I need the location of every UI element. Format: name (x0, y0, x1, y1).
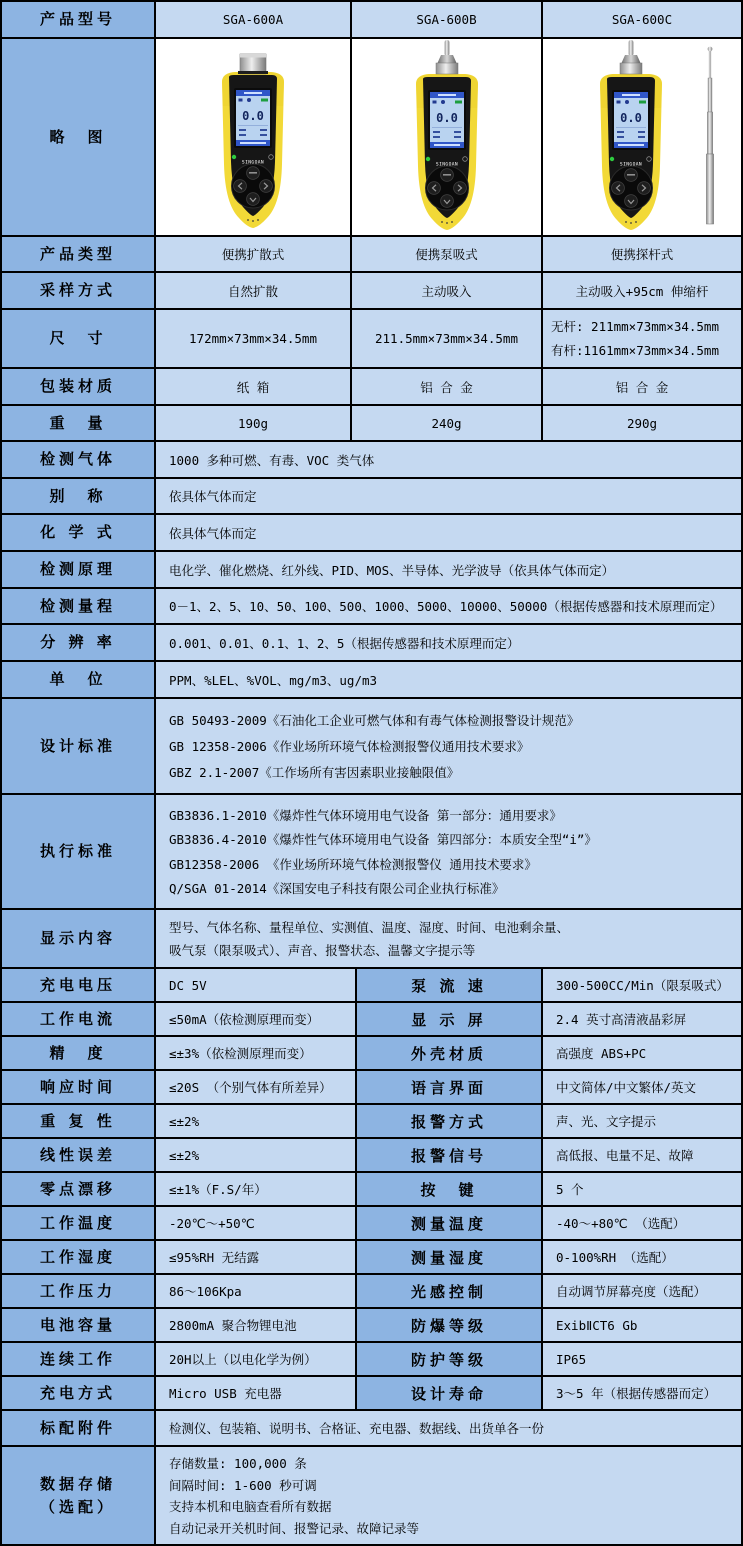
table-row (2, 1105, 741, 1139)
content-line: 型号、气体名称、量程单位、实测值、温度、湿度、时间、电池剩余量、 (169, 920, 570, 936)
cell-value-b: 铝 合 金 (352, 369, 543, 404)
cell-value-c: 便携探杆式 (610, 247, 674, 262)
row-label: 测量温度 (357, 1207, 543, 1239)
pump-probe (436, 40, 458, 74)
cell-value-b: 240g (352, 406, 543, 440)
row-label: 检测原理 (2, 552, 156, 587)
table-row (2, 237, 741, 273)
row-label: 响应时间 (2, 1071, 156, 1103)
row-label: 设计标准 (2, 699, 156, 793)
cell-value: 3～5 年（根据传感器而定） (556, 1386, 717, 1401)
row-label: 精 度 (2, 1037, 156, 1069)
table-row (2, 1241, 741, 1275)
cell-value: ExibⅡCT6 Gb (556, 1317, 638, 1333)
sketch-cell-c (543, 39, 741, 235)
table-row (2, 969, 741, 1003)
model-name-b: SGA-600B (352, 2, 543, 37)
table-row (2, 625, 741, 662)
row-label: 尺 寸 (2, 310, 156, 367)
row-label-model: 产品型号 (2, 2, 156, 37)
cell-value (156, 910, 741, 967)
cell-value: 依具体气体而定 (169, 525, 257, 541)
cell-value-a: 便携扩散式 (156, 237, 352, 271)
sketch-cell-a (156, 39, 352, 235)
cell-value: 0.001、0.01、0.1、1、2、5（根据传感器和技术原理而定） (169, 635, 520, 651)
row-label: 充电方式 (2, 1377, 156, 1409)
cell-value: 中文简体/中文繁体/英文 (556, 1080, 697, 1095)
storage-line: 间隔时间: 1-600 秒可调 (169, 1477, 317, 1493)
row-label: 化 学 式 (2, 515, 156, 550)
model-name-a: SGA-600A (156, 2, 352, 37)
cell-value: 300-500CC/Min（限泵吸式） (556, 978, 729, 993)
row-label: 工作电流 (2, 1003, 156, 1035)
row-label: 重 复 性 (2, 1105, 156, 1137)
device-brand-text: SINGOAN (619, 162, 643, 168)
row-label: 线性误差 (2, 1139, 156, 1171)
table-row (2, 1377, 741, 1411)
table-row (2, 310, 741, 369)
table-row (2, 273, 741, 310)
table-row (2, 442, 741, 479)
table-row (2, 1275, 741, 1309)
cell-value: ≤50mA（依检测原理而变） (156, 1003, 357, 1035)
row-label: 显 示 屏 (357, 1003, 543, 1035)
cell-value (156, 795, 741, 908)
row-label: 工作温度 (2, 1207, 156, 1239)
table-row (2, 369, 741, 406)
cell-value: ≤95%RH 无结露 (156, 1241, 357, 1273)
sensor-cap (238, 54, 268, 74)
cell-value: 1000 多种可燃、有毒、VOC 类气体 (169, 452, 375, 468)
row-label: 充电电压 (2, 969, 156, 1001)
standard-line: GB12358-2006 《作业场所环境气体检测报警仪 通用技术要求》 (169, 856, 537, 872)
cell-value: 依具体气体而定 (169, 489, 257, 504)
cell-value: -40～+80℃ （选配） (556, 1216, 686, 1231)
table-row-sketch (2, 39, 741, 237)
cell-value: 2800mA 聚合物锂电池 (156, 1309, 357, 1341)
cell-value: DC 5V (156, 969, 357, 1001)
standard-line: GB3836.4-2010《爆炸性气体环境用电气设备 第四部分：本质安全型“i”》 (169, 832, 597, 848)
device-brand-text: SINGOAN (241, 160, 265, 166)
storage-line: 支持本机和电脑查看所有数据 (169, 1499, 332, 1515)
standard-line: Q/SGA 01-2014《深国安电子科技有限公司企业执行标准》 (169, 881, 505, 897)
cell-value-c (543, 310, 741, 367)
table-row (2, 1343, 741, 1377)
cell-value: PPM、%LEL、%VOL、mg/m3、ug/m3 (169, 672, 378, 688)
row-label: 别 称 (2, 479, 156, 513)
row-label: 光感控制 (357, 1275, 543, 1307)
cell-value: 86～106Kpa (156, 1275, 357, 1307)
cell-value: -20℃～+50℃ (156, 1207, 357, 1239)
cell-value-b: 便携泵吸式 (352, 237, 543, 271)
cell-value: 高低报、电量不足、故障 (556, 1148, 694, 1163)
table-row-exec-standards (2, 795, 741, 910)
row-label: 标配附件 (2, 1411, 156, 1445)
cell-value: 2.4 英寸高清液晶彩屏 (556, 1012, 687, 1027)
row-label: 泵 流 速 (357, 969, 543, 1001)
table-row (2, 1071, 741, 1105)
row-label: 工作湿度 (2, 1241, 156, 1273)
table-row (2, 406, 741, 442)
table-row (2, 662, 741, 699)
table-row (2, 1309, 741, 1343)
row-label: 工作压力 (2, 1275, 156, 1307)
cell-value: ≤±2% (156, 1139, 357, 1171)
cell-value: 20H以上（以电化学为例） (156, 1343, 357, 1375)
cell-value: ≤±3%（依检测原理而变） (156, 1037, 357, 1069)
row-label-line: （选配） (39, 1497, 116, 1516)
dimension-line: 无杆: 211mm×73mm×34.5mm (551, 318, 719, 334)
cell-value-a: 自然扩散 (156, 273, 352, 308)
standard-line: GB 50493-2009《石油化工企业可燃气体和有毒气体检测报警设计规范》 (169, 713, 580, 728)
cell-value-c: 290g (626, 415, 658, 431)
row-label: 采样方式 (2, 273, 156, 308)
cell-value-c: 铝 合 金 (615, 379, 669, 395)
product-image-sga-600c (562, 40, 722, 234)
cell-value-b: 主动吸入 (352, 273, 543, 308)
model-name-c: SGA-600C (611, 12, 673, 27)
product-image-sga-600b (372, 40, 522, 234)
row-label: 重 量 (2, 406, 156, 440)
detector-body (416, 74, 478, 230)
row-label: 零点漂移 (2, 1173, 156, 1205)
row-label: 电池容量 (2, 1309, 156, 1341)
detector-body (222, 72, 284, 228)
row-label: 防护等级 (357, 1343, 543, 1375)
table-row (2, 1139, 741, 1173)
row-label: 防爆等级 (357, 1309, 543, 1341)
row-label: 报警信号 (357, 1139, 543, 1171)
cell-value: ≤20S （个别气体有所差异） (156, 1071, 357, 1103)
cell-value: ≤±2% (156, 1105, 357, 1137)
cell-value-a: 190g (156, 406, 352, 440)
row-label: 产品类型 (2, 237, 156, 271)
cell-value-c: 主动吸入+95cm 伸缩杆 (575, 283, 709, 299)
cell-value: 高强度 ABS+PC (556, 1046, 647, 1061)
cell-value: 5 个 (556, 1182, 584, 1197)
row-label: 设计寿命 (357, 1377, 543, 1409)
standard-line: GB3836.1-2010《爆炸性气体环境用电气设备 第一部分：通用要求》 (169, 807, 562, 823)
row-label-sketch: 略 图 (2, 39, 156, 235)
dimension-line: 有杆:1161mm×73mm×34.5mm (551, 342, 719, 358)
device-brand-text: SINGOAN (435, 162, 458, 168)
cell-value-a: 172mm×73mm×34.5mm (156, 310, 352, 367)
product-image-sga-600a (178, 42, 328, 232)
row-label: 执行标准 (2, 795, 156, 908)
row-label: 分 辨 率 (2, 625, 156, 660)
row-label: 连续工作 (2, 1343, 156, 1375)
telescopic-rod (706, 47, 713, 224)
table-row-data-storage (2, 1447, 741, 1544)
cell-value: 自动调节屏幕亮度（选配） (556, 1284, 707, 1299)
table-row (2, 479, 741, 515)
standard-line: GB 12358-2006《作业场所环境气体检测报警仪通用技术要求》 (169, 739, 530, 754)
cell-value: IP65 (556, 1351, 587, 1367)
storage-line: 自动记录开关机时间、报警记录、故障记录等 (169, 1520, 420, 1536)
table-row-design-standards (2, 699, 741, 795)
table-row-model (2, 2, 741, 39)
cell-value: 0-100%RH （选配） (556, 1250, 674, 1265)
cell-value: Micro USB 充电器 (156, 1377, 357, 1409)
row-label: 包装材质 (2, 369, 156, 404)
pump-probe (620, 40, 642, 74)
row-label: 测量湿度 (357, 1241, 543, 1273)
detector-body (600, 74, 662, 230)
cell-value-b: 211.5mm×73mm×34.5mm (352, 310, 543, 367)
table-row (2, 589, 741, 625)
table-row-accessories (2, 1411, 741, 1447)
cell-value: 0－1、2、5、10、50、100、500、1000、5000、10000、50000（根据传感器和技术原理而定） (169, 599, 723, 614)
row-label: 显示内容 (2, 910, 156, 967)
table-row (2, 515, 741, 552)
cell-value: 声、光、文字提示 (556, 1114, 657, 1129)
row-label-line: 数据存储 (39, 1475, 116, 1493)
standard-line: GBZ 2.1-2007《工作场所有害因素职业接触限值》 (169, 765, 460, 780)
row-label: 报警方式 (357, 1105, 543, 1137)
table-row (2, 1037, 741, 1071)
table-row (2, 1173, 741, 1207)
cell-value: ≤±1%（F.S/年） (156, 1173, 357, 1205)
cell-value (156, 1447, 741, 1544)
row-label: 按 键 (357, 1173, 543, 1205)
storage-line: 存储数量: 100,000 条 (169, 1456, 307, 1472)
table-row (2, 1003, 741, 1037)
table-row (2, 552, 741, 589)
cell-value: 电化学、催化燃烧、红外线、PID、MOS、半导体、光学波导（依具体气体而定） (169, 562, 615, 578)
cell-value (156, 699, 741, 793)
cell-value: 检测仪、包装箱、说明书、合格证、充电器、数据线、出货单各一份 (169, 1421, 545, 1436)
sketch-cell-b (352, 39, 543, 235)
row-label: 语言界面 (357, 1071, 543, 1103)
cell-value-a: 纸 箱 (156, 369, 352, 404)
table-row (2, 1207, 741, 1241)
row-label: 检测气体 (2, 442, 156, 477)
row-label: 外壳材质 (357, 1037, 543, 1069)
content-line: 吸气泵（限泵吸式）、声音、报警状态、温馨文字提示等 (169, 942, 476, 958)
table-row-display-content (2, 910, 741, 969)
row-label: 检测量程 (2, 589, 156, 623)
row-label: 单 位 (2, 662, 156, 697)
row-label (2, 1447, 156, 1544)
